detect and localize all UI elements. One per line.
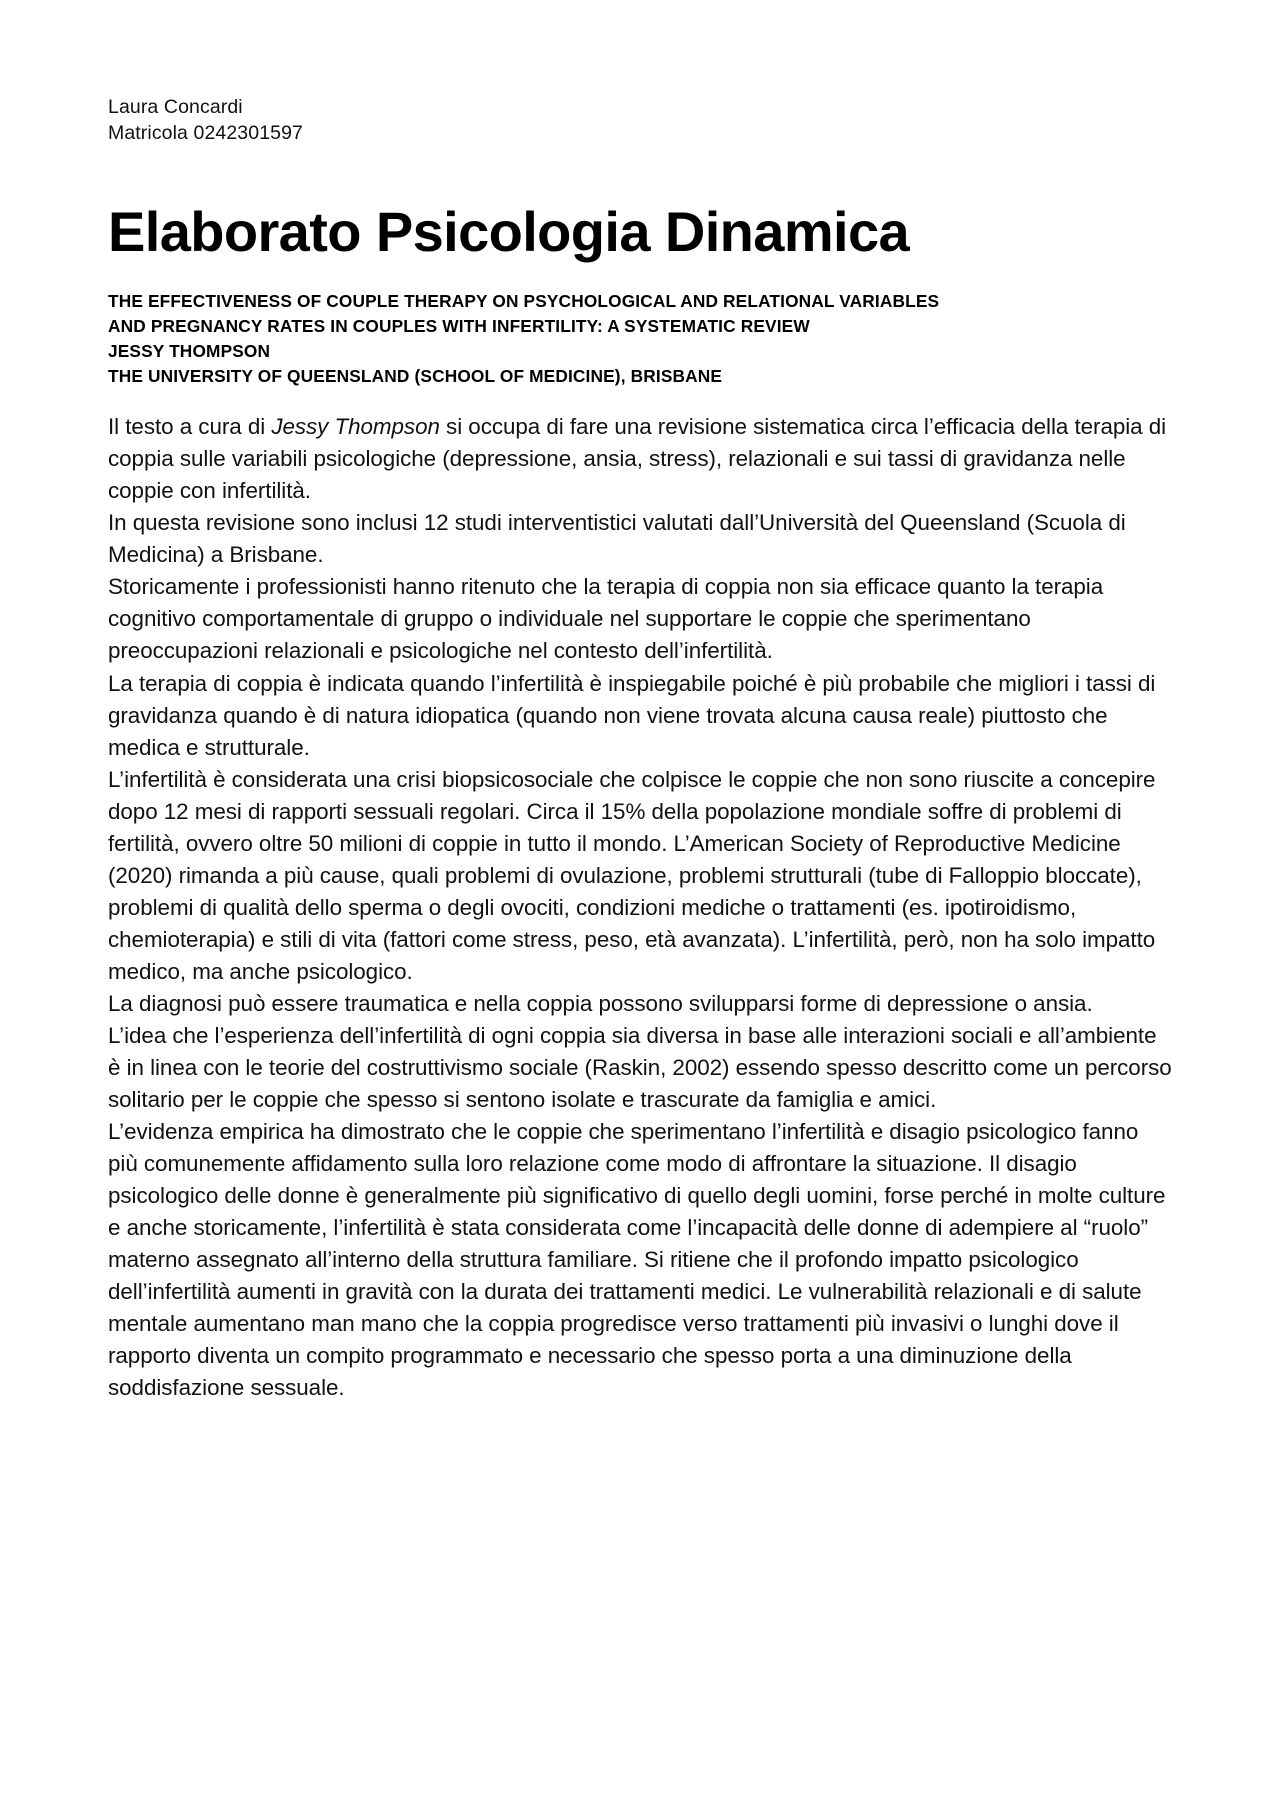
article-title-line-1: THE EFFECTIVENESS OF COUPLE THERAPY ON PSYCHOLOGICAL AND RELATIONAL VARIABLES [108,290,940,311]
paragraph-4: La terapia di coppia è indicata quando l’infertilità è inspiegabile poiché è più probabile che migliori i tassi di gravidanza quando è di natura idiopatica (quando non viene trovata alcuna causa reale) piuttosto che medica e strutturale. [108,670,1156,760]
page-title: Elaborato Psicologia Dinamica [108,200,910,264]
paragraph-1-pre: Il testo a cura di [108,414,272,440]
paragraph-2: In questa revisione sono inclusi 12 studi interventistici valutati dall’Università del Queensland (Scuola di Medicina) a Brisbane. [108,510,1126,568]
author-name: Laura Concardi [108,96,243,118]
article-author: JESSY THOMPSON [108,341,271,362]
article-title-line-2: AND PREGNANCY RATES IN COUPLES WITH INFERTILITY: A SYSTEMATIC REVIEW [108,316,810,337]
paragraph-7: L’idea che l’esperienza dell’infertilità di ogni coppia sia diversa in base alle interazioni sociali e all’ambiente è in linea con le teorie del costruttivismo sociale (Raskin, 2002) essendo spesso descritto come un percorso solitario per le coppie che spesso si sentono isolate e trascurate da famiglia e amici. [108,1022,1172,1112]
paragraph-1 [108,411,1172,507]
paragraph-6: La diagnosi può essere traumatica e nella coppia possono svilupparsi forme di depressione o ansia. [108,990,1093,1016]
student-id: Matricola 0242301597 [108,121,303,144]
paragraph-8: L’evidenza empirica ha dimostrato che le coppie che sperimentano l’infertilità e disagio psicologico fanno più comunemente affidamento sulla loro relazione come modo di affrontare la situazione. Il disagio psicologico delle donne è generalmente più significativo di quello degli uomini, forse perché in molte culture e anche storicamente, l’infertilità è stata considerata come l’incapacità delle donne di adempiere al “ruolo” materno assegnato all’interno della struttura familiare. Si ritiene che il profondo impatto psicologico dell’infertilità aumenti in gravità con la durata dei trattamenti medici. Le vulnerabilità relazionali e di salute mentale aumentano man mano che la coppia progredisce verso trattamenti più invasivi o lunghi dove il rapporto diventa un compito programmato e necessario che spesso porta a una diminuzione della soddisfazione sessuale. [108,1118,1166,1401]
article-reference [108,289,1172,389]
paragraph-1-post: si occupa di fare una revisione sistematica circa l’efficacia della terapia di coppia sulle variabili psicologiche (depressione, ansia, stress), relazionali e sui tassi di gravidanza nelle coppie con infertilità. [108,414,1167,504]
document-body [108,411,1172,1404]
article-affiliation: THE UNIVERSITY OF QUEENSLAND (SCHOOL OF MEDICINE), BRISBANE [108,366,723,387]
author-header [108,95,1172,146]
paragraph-1-emphasis: Jessy Thompson [271,414,440,440]
paragraph-3: Storicamente i professionisti hanno ritenuto che la terapia di coppia non sia efficace quanto la terapia cognitivo comportamentale di gruppo o individuale nel supportare le coppie che sperimentano preoccupazioni relazionali e psicologiche nel contesto dell’infertilità. [108,574,1104,664]
paragraph-5: L’infertilità è considerata una crisi biopsicosociale che colpisce le coppie che non sono riuscite a concepire dopo 12 mesi di rapporti sessuali regolari. Circa il 15% della popolazione mondiale soffre di problemi di fertilità, ovvero oltre 50 milioni di coppie in tutto il mondo. L’American Society of Reproductive Medicine (2020) rimanda a più cause, quali problemi di ovulazione, problemi strutturali (tube di Falloppio bloccate), problemi di qualità dello sperma o degli ovociti, condizioni mediche o trattamenti (es. ipotiroidismo, chemioterapia) e stili di vita (fattori come stress, peso, età avanzata). L’infertilità, però, non ha solo impatto medico, ma anche psicologico. [108,766,1156,984]
